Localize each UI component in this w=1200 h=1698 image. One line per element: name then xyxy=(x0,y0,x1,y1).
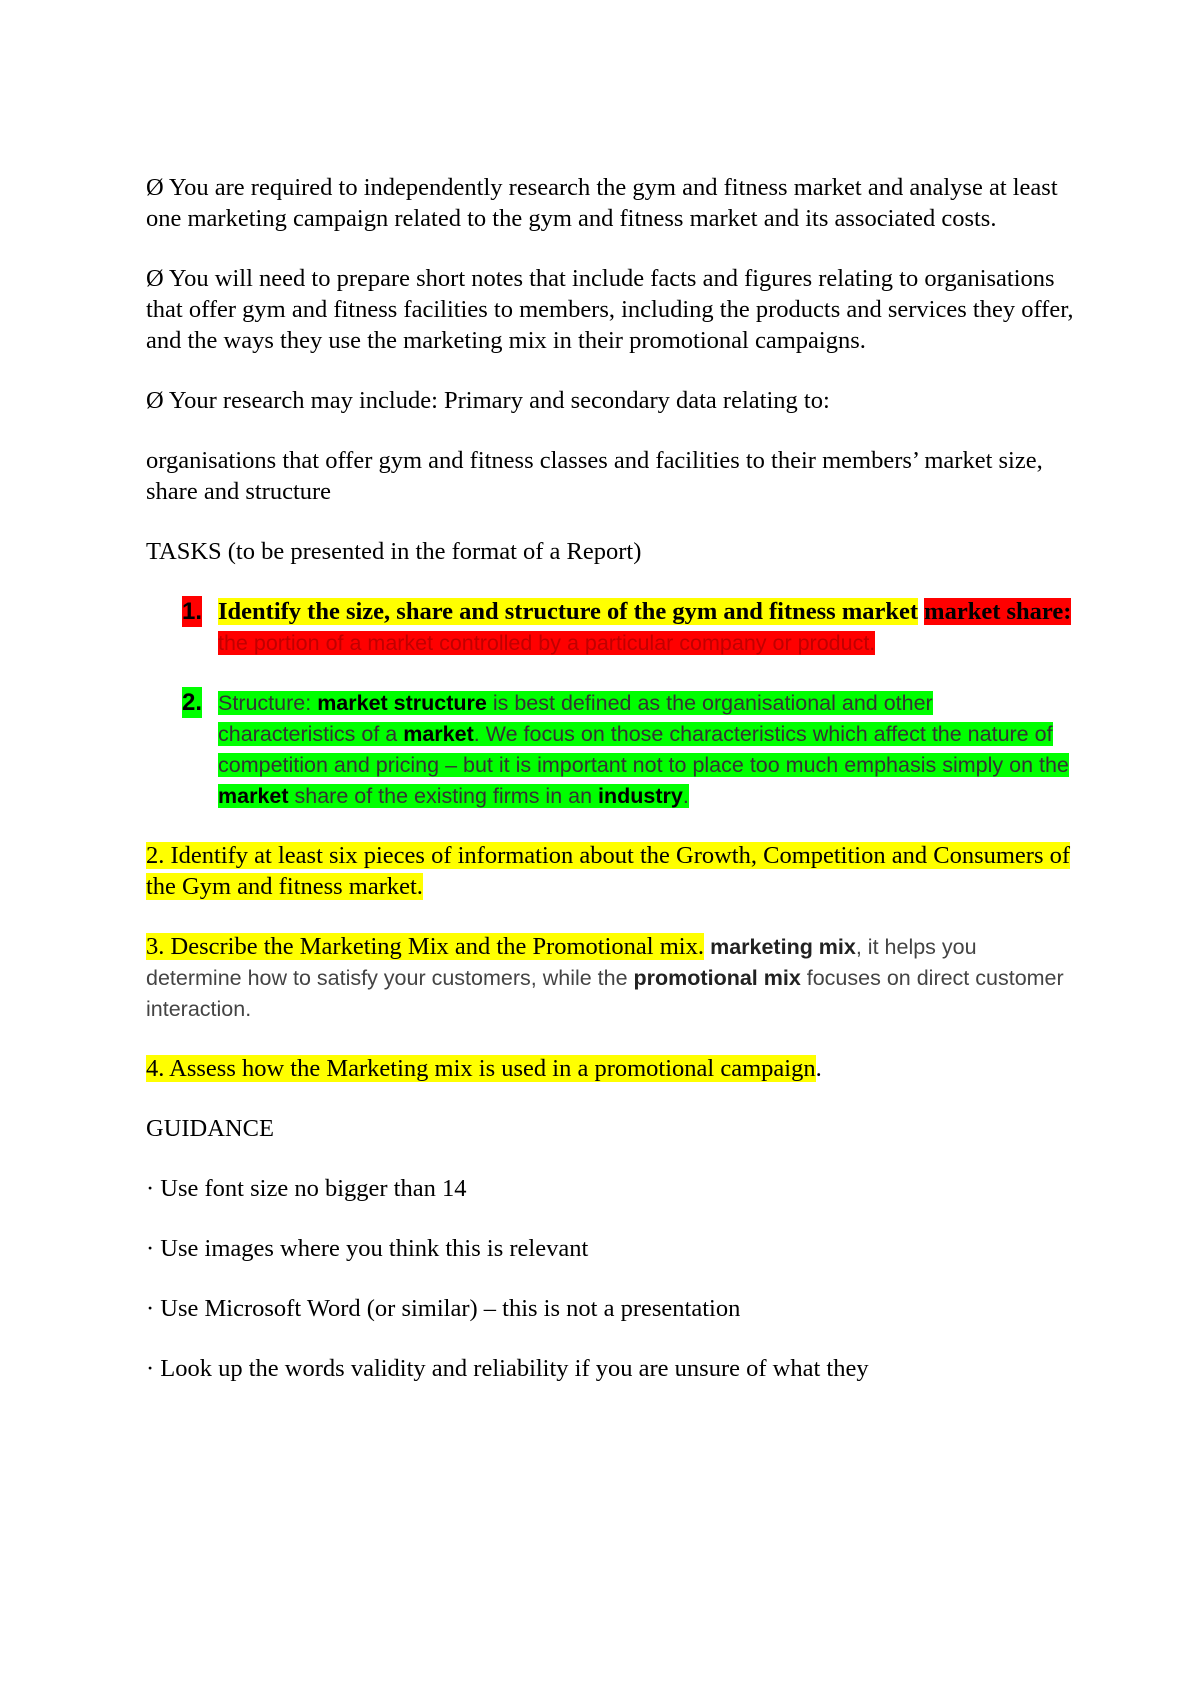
task-1-heading: Identify the size, share and structure of the gym and fitness market xyxy=(218,598,919,625)
item-3-heading: 3. Describe the Marketing Mix and the Promotional mix. xyxy=(146,933,704,960)
guidance-item: · Use Microsoft Word (or similar) – this is not a presentation xyxy=(146,1295,741,1322)
tasks-heading: TASKS (to be presented in the format of a Report) xyxy=(146,538,642,565)
item-3-description: marketing mix, it helps you determine how to satisfy your customers, while the promotional mix focuses on direct customer interaction. xyxy=(146,935,1064,1021)
guidance-item: · Use images where you think this is relevant xyxy=(146,1235,589,1262)
task-2-text: Structure: market structure is best defined as the organisational and other characteristics of a market. We focus on those characteristics which affect the nature of competition and pricing – but it is important not to place too much emphasis simply on the market share of the existing firms in an industry. xyxy=(218,691,1069,808)
item-2-growth-competition: 2. Identify at least six pieces of information about the Growth, Competition and Consumers of the Gym and fitness market. xyxy=(146,842,1071,900)
paragraph-short-notes: Ø You will need to prepare short notes that include facts and figures relating to organisations that offer gym and fitness facilities to members, including the products and services they offer, and the ways they use the marketing mix in their promotional campaigns. xyxy=(146,265,1074,354)
task-number-1: 1. xyxy=(182,598,203,625)
item-3-marketing-mix xyxy=(146,931,1076,1024)
guidance-heading: GUIDANCE xyxy=(146,1115,274,1142)
paragraph-research-requirement: Ø You are required to independently research the gym and fitness market and analyse at least one marketing campaign related to the gym and fitness market and its associated costs. xyxy=(146,174,1058,232)
task-number-2: 2. xyxy=(182,689,203,716)
task-1-definition: the portion of a market controlled by a particular company or product. xyxy=(218,631,876,655)
task-item-1 xyxy=(146,596,1076,658)
task-item-2 xyxy=(146,687,1076,811)
guidance-item: · Look up the words validity and reliability if you are unsure of what they xyxy=(146,1355,869,1382)
item-4-assess: 4. Assess how the Marketing mix is used in a promotional campaign. xyxy=(146,1055,822,1082)
task-1-term: market share: xyxy=(924,598,1072,625)
document-body xyxy=(146,172,1076,1413)
paragraph-organisations: organisations that offer gym and fitness classes and facilities to their members’ market size, share and structure xyxy=(146,447,1043,505)
guidance-item: · Use font size no bigger than 14 xyxy=(146,1175,467,1202)
paragraph-research-includes: Ø Your research may include: Primary and secondary data relating to: xyxy=(146,387,830,414)
